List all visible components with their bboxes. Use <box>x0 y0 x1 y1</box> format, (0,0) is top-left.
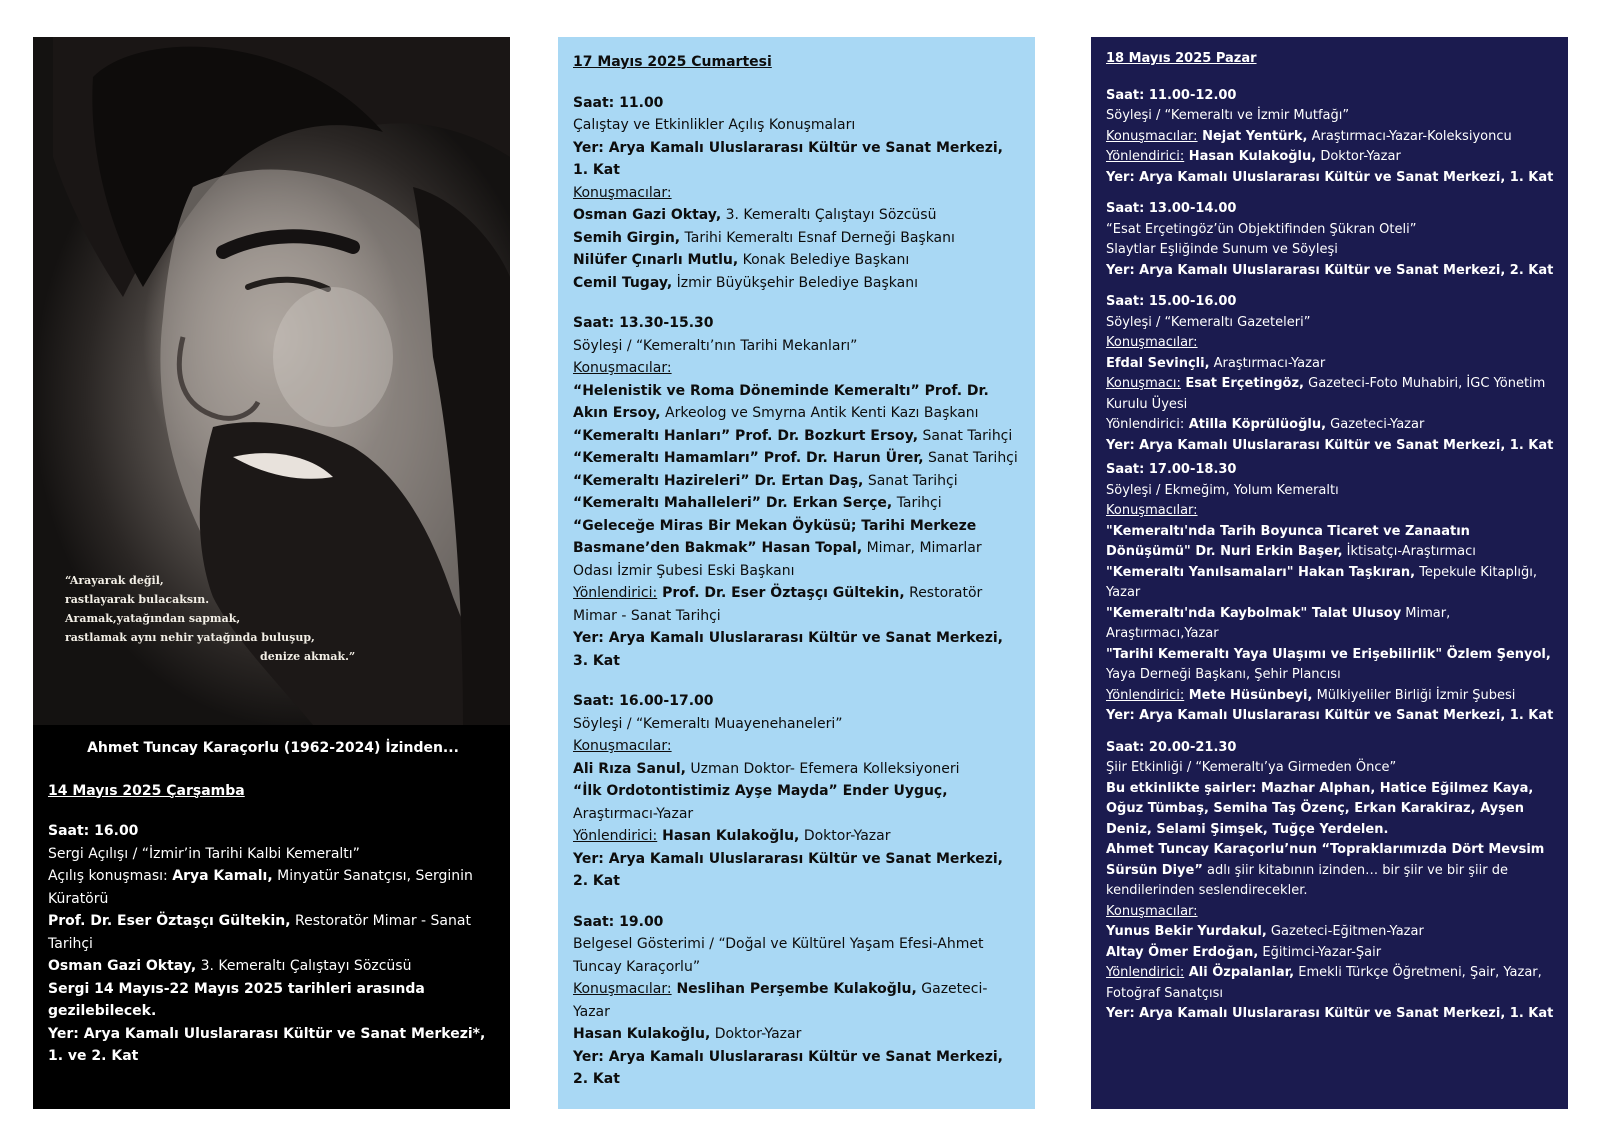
session-title: “Esat Erçetingöz’ün Objektifinden Şükran Oteli” <box>1106 221 1417 237</box>
session-venue: Yer: Arya Kamalı Uluslararası Kültür ve Sanat Merkezi, 1. Kat <box>1106 169 1554 185</box>
speaker-line: “Helenistik ve Roma Döneminde Kemeraltı” Prof. Dr. Akın Ersoy, Arkeolog ve Smyrna Antik Kenti Kazı Başkanı <box>573 382 989 421</box>
poets-list: Bu etkinlikte şairler: Mazhar Alphan, Hatice Eğilmez Kaya, Oğuz Tümbaş, Semiha Taş Özenç, Erkan Karakiraz, Ayşen Deniz, Selami Şimşek, Tuğçe Yerdelen. <box>1106 780 1534 837</box>
poetry-note: Ahmet Tuncay Karaçorlu’nun “Topraklarımızda Dört Mevsim Sürsün Diye” adlı şiir kitabının izinden… bir şiir ve bir şiir de kendilerinden seslendirecekler. <box>1106 842 1545 898</box>
speaker-line: Semih Girgin, Tarihi Kemeraltı Esnaf Derneği Başkanı <box>573 229 955 246</box>
session-venue: Yer: Arya Kamalı Uluslararası Kültür ve Sanat Merkezi, 2. Kat <box>573 1048 1003 1087</box>
event-time: Saat: 16.00 <box>48 823 139 839</box>
session-venue: Yer: Arya Kamalı Uluslararası Kültür ve Sanat Merkezi, 3. Kat <box>573 630 1003 669</box>
session-venue: Yer: Arya Kamalı Uluslararası Kültür ve Sanat Merkezi, 1. Kat <box>1106 1006 1554 1021</box>
speaker-line: Yunus Bekir Yurdakul, Gazeteci-Eğitmen-Yazar <box>1106 924 1424 939</box>
speaker-line: Konuşmacılar: Nejat Yentürk, Araştırmacı-Yazar-Koleksiyoncu <box>1106 128 1512 144</box>
quote-line: rastlamak aynı nehir yatağında buluşup, <box>65 631 315 644</box>
speaker-line: Cemil Tugay, İzmir Büyükşehir Belediye Başkanı <box>573 274 919 291</box>
moderator-line: Yönlendirici: Hasan Kulakoğlu, Doktor-Yazar <box>573 828 891 844</box>
session-time: Saat: 16.00-17.00 <box>573 693 714 709</box>
quote-line: “Arayarak değil, <box>65 574 164 587</box>
session-title: Söyleşi / “Kemeraltı Gazeteleri” <box>1106 314 1311 330</box>
speaker-line: "Kemeraltı'nda Kaybolmak" Talat Ulusoy Mimar, Araştırmacı,Yazar <box>1106 605 1451 641</box>
quote-line: Aramak,yatağından sapmak, <box>65 612 241 625</box>
speakers-label: Konuşmacılar: <box>1106 335 1198 350</box>
speaker-line: Prof. Dr. Eser Öztaşçı Gültekin, Restoratör Mimar - Sanat Tarihçi <box>48 913 471 952</box>
session-time: Saat: 15.00-16.00 <box>1106 294 1237 309</box>
session-title: Çalıştay ve Etkinlikler Açılış Konuşmaları <box>573 117 856 133</box>
session-time: Saat: 17.00-18.30 <box>1106 462 1237 477</box>
speaker-line: “Kemeraltı Hazireleri” Dr. Ertan Daş, Sanat Tarihçi <box>573 472 958 489</box>
speaker-line: “Kemeraltı Hamamları” Prof. Dr. Harun Ürer, Sanat Tarihçi <box>573 450 1018 466</box>
speaker-line: Nilüfer Çınarlı Mutlu, Konak Belediye Başkanı <box>573 252 910 268</box>
speaker-line: Hasan Kulakoğlu, Doktor-Yazar <box>573 1026 802 1042</box>
speaker-line: “Geleceğe Miras Bir Mekan Öyküsü; Tarihi Merkeze Basmane’den Bakmak” Hasan Topal, Mimar, Mimarlar Odası İzmir Şubesi Eski Başkanı <box>573 517 982 579</box>
tribute-title: Ahmet Tuncay Karaçorlu (1962-2024) İzinden... <box>87 740 459 756</box>
session-venue: Yer: Arya Kamalı Uluslararası Kültür ve Sanat Merkezi, 1. Kat <box>1106 708 1554 723</box>
session-venue: Yer: Arya Kamalı Uluslararası Kültür ve Sanat Merkezi, 1. Kat <box>1106 437 1554 453</box>
session-venue: Yer: Arya Kamalı Uluslararası Kültür ve Sanat Merkezi, 1. Kat <box>573 139 1003 178</box>
session-venue: Yer: Arya Kamalı Uluslararası Kültür ve Sanat Merkezi, 2. Kat <box>573 850 1003 889</box>
session-time: Saat: 13.00-14.00 <box>1106 201 1237 216</box>
speaker-line: "Tarihi Kemeraltı Yaya Ulaşımı ve Erişebilirlik" Özlem Şenyol, Yaya Derneği Başkanı, Şehir Plancısı <box>1106 646 1551 682</box>
quote-line: denize akmak.” <box>260 650 356 663</box>
day-heading: 17 Mayıs 2025 Cumartesi <box>573 54 772 70</box>
session-venue: Yer: Arya Kamalı Uluslararası Kültür ve Sanat Merkezi, 2. Kat <box>1106 262 1554 278</box>
session-title: Söyleşi / “Kemeraltı ve İzmir Mutfağı” <box>1106 108 1350 123</box>
left-panel <box>33 37 510 1109</box>
event-venue: Yer: Arya Kamalı Uluslararası Kültür ve Sanat Merkezi*, 1. ve 2. Kat <box>48 1025 486 1064</box>
speaker-line: Konuşmacılar: Neslihan Perşembe Kulakoğlu, Gazeteci-Yazar <box>573 981 988 1020</box>
day-heading: 18 Mayıs 2025 Pazar <box>1106 51 1257 66</box>
quote-line: rastlayarak bulacaksın. <box>65 593 210 606</box>
moderator-line: Yönlendirici: Atilla Köprülüoğlu, Gazeteci-Yazar <box>1106 417 1425 432</box>
speaker-line: "Kemeraltı Yanılsamaları" Hakan Taşkıran, Tepekule Kitaplığı, Yazar <box>1106 564 1537 600</box>
speaker-line: Altay Ömer Erdoğan, Eğitimci-Yazar-Şair <box>1106 944 1382 960</box>
left-panel-text <box>48 737 498 1068</box>
session-time: Saat: 13.30-15.30 <box>573 315 714 331</box>
day-heading: 14 Mayıs 2025 Çarşamba <box>48 782 245 799</box>
speaker-line: Osman Gazi Oktay, 3. Kemeraltı Çalıştayı Sözcüsü <box>48 958 412 974</box>
moderator-line: Yönlendirici: Prof. Dr. Eser Öztaşçı Gültekin, Restoratör Mimar - Sanat Tarihçi <box>573 585 983 624</box>
exhibition-dates: Sergi 14 Mayıs-22 Mayıs 2025 tarihleri arasında gezilebilecek. <box>48 980 425 1019</box>
session-title: Söyleşi / Ekmeğim, Yolum Kemeraltı <box>1106 482 1339 498</box>
right-panel <box>1091 37 1568 1109</box>
speaker-line: Konuşmacı: Esat Erçetingöz, Gazeteci-Foto Muhabiri, İGC Yönetim Kurulu Üyesi <box>1106 376 1546 412</box>
speaker-line: “İlk Ordotontistimiz Ayşe Mayda” Ender Uyguç, Araştırmacı-Yazar <box>573 783 948 822</box>
moderator-line: Yönlendirici: Hasan Kulakoğlu, Doktor-Yazar <box>1106 149 1401 164</box>
moderator-line: Yönlendirici: Mete Hüsünbeyi, Mülkiyeliler Birliği İzmir Şubesi <box>1106 687 1516 703</box>
session-title: Söyleşi / “Kemeraltı Muayenehaneleri” <box>573 715 843 732</box>
session-time: Saat: 11.00 <box>573 94 664 111</box>
session-subtitle: Slaytlar Eşliğinde Sunum ve Söyleşi <box>1106 242 1338 257</box>
speakers-label: Konuşmacılar: <box>573 360 672 376</box>
speakers-label: Konuşmacılar: <box>573 738 672 754</box>
speakers-label: Konuşmacılar: <box>1106 503 1198 518</box>
speaker-line: Osman Gazi Oktay, 3. Kemeraltı Çalıştayı Sözcüsü <box>573 207 937 223</box>
speakers-label: Konuşmacılar: <box>573 184 672 201</box>
speakers-label: Konuşmacılar: <box>1106 903 1198 919</box>
speaker-line: “Kemeraltı Mahalleleri” Dr. Erkan Serçe, Tarihçi <box>573 495 942 511</box>
speaker-line: Efdal Sevinçli, Araştırmacı-Yazar <box>1106 355 1326 371</box>
photo-quote <box>65 571 355 666</box>
speaker-line: Ali Rıza Sanul, Uzman Doktor- Efemera Kolleksiyoneri <box>573 760 960 777</box>
session-time: Saat: 19.00 <box>573 913 664 930</box>
speaker-line: "Kemeraltı'nda Tarih Boyunca Ticaret ve Zanaatın Dönüşümü" Dr. Nuri Erkin Başer, İktisatçı-Araştırmacı <box>1106 523 1476 559</box>
speaker-line: “Kemeraltı Hanları” Prof. Dr. Bozkurt Ersoy, Sanat Tarihçi <box>573 427 1013 444</box>
session-title: Söyleşi / “Kemeraltı’nın Tarihi Mekanları” <box>573 337 858 354</box>
opening-speaker: Açılış konuşması: Arya Kamalı, Minyatür Sanatçısı, Serginin Küratörü <box>48 868 473 907</box>
session-time: Saat: 20.00-21.30 <box>1106 739 1237 755</box>
portrait-photo <box>33 37 510 725</box>
middle-panel <box>558 37 1035 1109</box>
session-title: Belgesel Gösterimi / “Doğal ve Kültürel Yaşam Efesi-Ahmet Tuncay Karaçorlu” <box>573 936 984 975</box>
event-title: Sergi Açılışı / “İzmir’in Tarihi Kalbi Kemeraltı” <box>48 845 360 862</box>
session-time: Saat: 11.00-12.00 <box>1106 87 1237 103</box>
session-title: Şiir Etkinliği / “Kemeraltı’ya Girmeden Önce” <box>1106 760 1397 775</box>
moderator-line: Yönlendirici: Ali Özpalanlar, Emekli Türkçe Öğretmeni, Şair, Yazar, Fotoğraf Sanatçısı <box>1106 965 1542 1001</box>
